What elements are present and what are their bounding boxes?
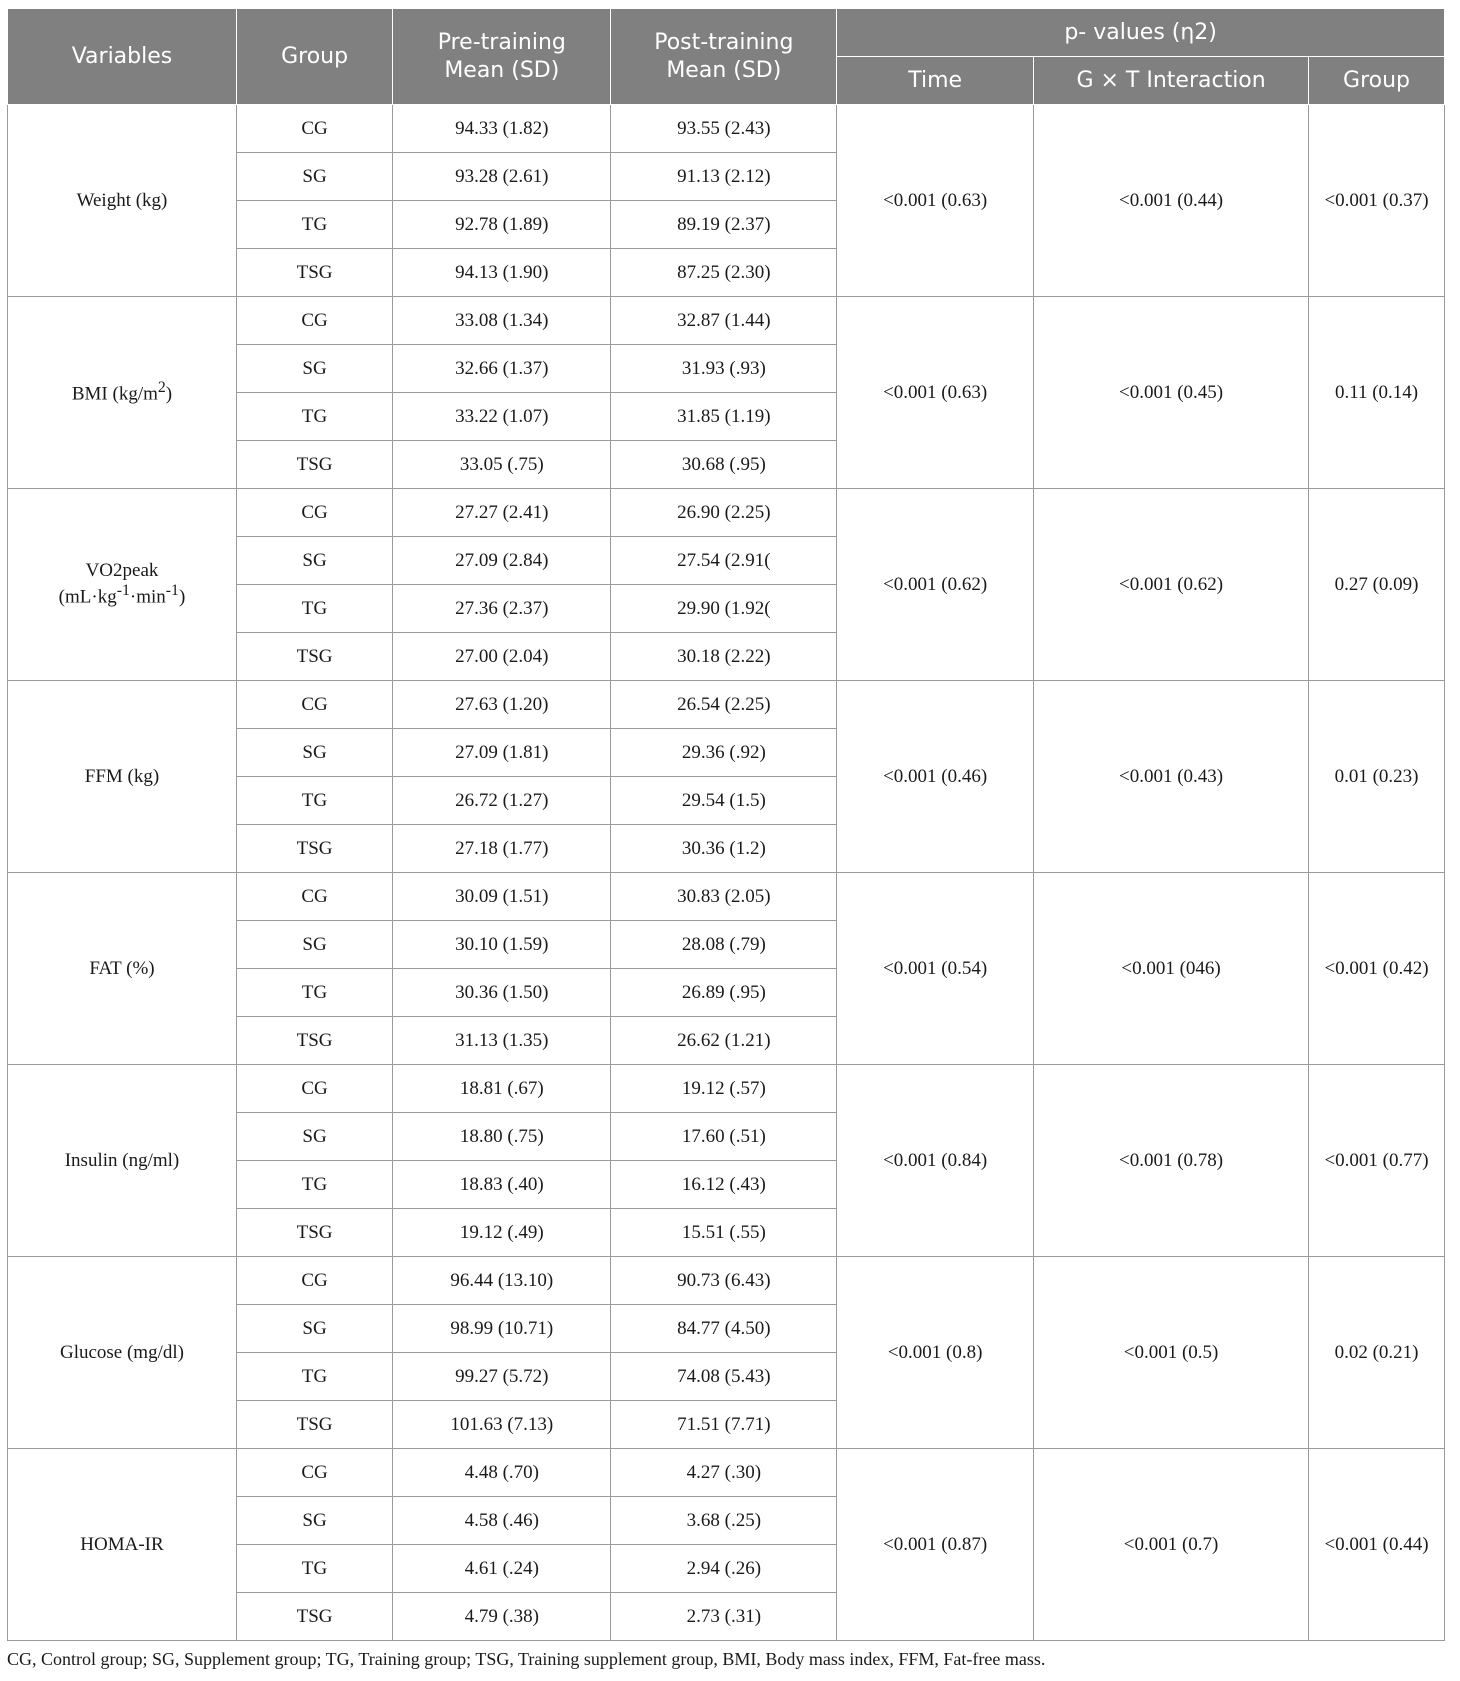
interaction-pvalue: <0.001 (0.45) xyxy=(1034,297,1309,489)
header-group-effect: Group xyxy=(1309,57,1445,105)
interaction-pvalue: <0.001 (0.43) xyxy=(1034,681,1309,873)
time-pvalue: <0.001 (0.87) xyxy=(837,1449,1034,1641)
pre-training-cell: 92.78 (1.89) xyxy=(393,201,611,249)
pre-training-cell: 30.36 (1.50) xyxy=(393,969,611,1017)
post-training-cell: 74.08 (5.43) xyxy=(611,1353,837,1401)
post-training-cell: 27.54 (2.91( xyxy=(611,537,837,585)
post-training-cell: 26.62 (1.21) xyxy=(611,1017,837,1065)
superscript: -1 xyxy=(116,582,130,600)
post-training-cell: 28.08 (.79) xyxy=(611,921,837,969)
post-training-cell: 26.54 (2.25) xyxy=(611,681,837,729)
pre-training-cell: 27.27 (2.41) xyxy=(393,489,611,537)
table-row xyxy=(8,1257,1445,1305)
post-training-cell: 30.83 (2.05) xyxy=(611,873,837,921)
post-training-cell: 32.87 (1.44) xyxy=(611,297,837,345)
variable-name-text: Weight (kg) xyxy=(76,189,168,211)
time-pvalue: <0.001 (0.54) xyxy=(837,873,1034,1065)
table-row xyxy=(8,1065,1445,1113)
group-pvalue: 0.01 (0.23) xyxy=(1309,681,1445,873)
group-cell: TSG xyxy=(236,249,392,297)
group-pvalue: <0.001 (0.37) xyxy=(1309,105,1445,297)
pre-training-cell: 19.12 (.49) xyxy=(393,1209,611,1257)
variable-name xyxy=(8,1257,237,1449)
post-training-cell: 30.18 (2.22) xyxy=(611,633,837,681)
group-cell: TG xyxy=(236,777,392,825)
pre-training-cell: 18.81 (.67) xyxy=(393,1065,611,1113)
variable-name-text: BMI (kg/m xyxy=(71,383,158,405)
table-row xyxy=(8,105,1445,153)
header-variables: Variables xyxy=(8,9,237,105)
interaction-pvalue: <0.001 (0.62) xyxy=(1034,489,1309,681)
header-post-line1: Post-training xyxy=(654,29,794,55)
table-footnote: CG, Control group; SG, Supplement group; TG, Training group; TSG, Training supplement group, BMI, Body mass index, FFM, Fat-free mass. xyxy=(7,1649,1046,1669)
time-pvalue: <0.001 (0.63) xyxy=(837,297,1034,489)
group-cell: TSG xyxy=(236,1401,392,1449)
variable-name xyxy=(8,297,237,489)
pre-training-cell: 18.83 (.40) xyxy=(393,1161,611,1209)
table-row xyxy=(8,873,1445,921)
variable-name xyxy=(8,681,237,873)
post-training-cell: 29.54 (1.5) xyxy=(611,777,837,825)
group-cell: TG xyxy=(236,201,392,249)
pre-training-cell: 93.28 (2.61) xyxy=(393,153,611,201)
interaction-pvalue: <0.001 (0.5) xyxy=(1034,1257,1309,1449)
post-training-cell: 84.77 (4.50) xyxy=(611,1305,837,1353)
group-pvalue: 0.02 (0.21) xyxy=(1309,1257,1445,1449)
time-pvalue: <0.001 (0.63) xyxy=(837,105,1034,297)
pre-training-cell: 98.99 (10.71) xyxy=(393,1305,611,1353)
pre-training-cell: 27.36 (2.37) xyxy=(393,585,611,633)
pre-training-cell: 33.05 (.75) xyxy=(393,441,611,489)
post-training-cell: 26.89 (.95) xyxy=(611,969,837,1017)
pre-training-cell: 30.10 (1.59) xyxy=(393,921,611,969)
group-cell: TSG xyxy=(236,441,392,489)
header-time: Time xyxy=(837,57,1034,105)
group-pvalue: <0.001 (0.44) xyxy=(1309,1449,1445,1641)
pre-training-cell: 4.61 (.24) xyxy=(393,1545,611,1593)
pre-training-cell: 94.13 (1.90) xyxy=(393,249,611,297)
pre-training-cell: 99.27 (5.72) xyxy=(393,1353,611,1401)
header-pre-training xyxy=(393,9,611,105)
post-training-cell: 31.93 (.93) xyxy=(611,345,837,393)
header-interaction: G × T Interaction xyxy=(1034,57,1309,105)
interaction-pvalue: <0.001 (046) xyxy=(1034,873,1309,1065)
post-training-cell: 29.90 (1.92( xyxy=(611,585,837,633)
group-cell: TSG xyxy=(236,633,392,681)
pre-training-cell: 33.08 (1.34) xyxy=(393,297,611,345)
post-training-cell: 87.25 (2.30) xyxy=(611,249,837,297)
pre-training-cell: 27.18 (1.77) xyxy=(393,825,611,873)
variable-unit-text: ·min xyxy=(129,586,166,608)
post-training-cell: 26.90 (2.25) xyxy=(611,489,837,537)
pre-training-cell: 27.09 (2.84) xyxy=(393,537,611,585)
group-cell: SG xyxy=(236,921,392,969)
pre-training-cell: 94.33 (1.82) xyxy=(393,105,611,153)
group-cell: SG xyxy=(236,345,392,393)
header-group: Group xyxy=(236,9,392,105)
pre-training-cell: 27.00 (2.04) xyxy=(393,633,611,681)
pre-training-cell: 4.48 (.70) xyxy=(393,1449,611,1497)
pre-training-cell: 30.09 (1.51) xyxy=(393,873,611,921)
group-cell: CG xyxy=(236,681,392,729)
group-cell: TG xyxy=(236,393,392,441)
table-body xyxy=(8,105,1445,1641)
post-training-cell: 16.12 (.43) xyxy=(611,1161,837,1209)
post-training-cell: 17.60 (.51) xyxy=(611,1113,837,1161)
time-pvalue: <0.001 (0.8) xyxy=(837,1257,1034,1449)
superscript: -1 xyxy=(165,582,179,600)
table-row xyxy=(8,297,1445,345)
post-training-cell: 71.51 (7.71) xyxy=(611,1401,837,1449)
post-training-cell: 89.19 (2.37) xyxy=(611,201,837,249)
pre-training-cell: 26.72 (1.27) xyxy=(393,777,611,825)
variable-name-text: FAT (%) xyxy=(89,957,155,979)
post-training-cell: 30.68 (.95) xyxy=(611,441,837,489)
group-cell: CG xyxy=(236,489,392,537)
group-cell: TG xyxy=(236,969,392,1017)
time-pvalue: <0.001 (0.62) xyxy=(837,489,1034,681)
header-post-training xyxy=(611,9,837,105)
post-training-cell: 31.85 (1.19) xyxy=(611,393,837,441)
table-header xyxy=(8,9,1445,105)
variable-unit-text: ) xyxy=(178,586,186,608)
pre-training-cell: 18.80 (.75) xyxy=(393,1113,611,1161)
pre-training-cell: 32.66 (1.37) xyxy=(393,345,611,393)
group-cell: TSG xyxy=(236,1209,392,1257)
pre-training-cell: 4.79 (.38) xyxy=(393,1593,611,1641)
pre-training-cell: 33.22 (1.07) xyxy=(393,393,611,441)
pre-training-cell: 31.13 (1.35) xyxy=(393,1017,611,1065)
post-training-cell: 93.55 (2.43) xyxy=(611,105,837,153)
post-training-cell: 3.68 (.25) xyxy=(611,1497,837,1545)
pre-training-cell: 4.58 (.46) xyxy=(393,1497,611,1545)
variable-name xyxy=(8,1065,237,1257)
header-pre-line2: Mean (SD) xyxy=(444,57,560,83)
group-cell: TSG xyxy=(236,1017,392,1065)
group-cell: TG xyxy=(236,1161,392,1209)
group-cell: CG xyxy=(236,105,392,153)
post-training-cell: 19.12 (.57) xyxy=(611,1065,837,1113)
post-training-cell: 2.73 (.31) xyxy=(611,1593,837,1641)
group-cell: SG xyxy=(236,153,392,201)
group-cell: TSG xyxy=(236,825,392,873)
interaction-pvalue: <0.001 (0.44) xyxy=(1034,105,1309,297)
post-training-cell: 91.13 (2.12) xyxy=(611,153,837,201)
variable-name xyxy=(8,1449,237,1641)
variable-name-text: ) xyxy=(165,383,173,405)
table-row xyxy=(8,489,1445,537)
group-cell: CG xyxy=(236,1449,392,1497)
group-cell: SG xyxy=(236,1497,392,1545)
group-cell: SG xyxy=(236,729,392,777)
group-cell: CG xyxy=(236,1257,392,1305)
post-training-cell: 30.36 (1.2) xyxy=(611,825,837,873)
group-cell: TSG xyxy=(236,1593,392,1641)
variable-name-text: HOMA-IR xyxy=(80,1533,164,1555)
variable-name xyxy=(8,873,237,1065)
interaction-pvalue: <0.001 (0.78) xyxy=(1034,1065,1309,1257)
group-pvalue: 0.27 (0.09) xyxy=(1309,489,1445,681)
pre-training-cell: 27.09 (1.81) xyxy=(393,729,611,777)
post-training-cell: 15.51 (.55) xyxy=(611,1209,837,1257)
group-cell: TG xyxy=(236,1545,392,1593)
variable-name-text: VO2peak xyxy=(85,560,159,582)
group-cell: CG xyxy=(236,1065,392,1113)
time-pvalue: <0.001 (0.84) xyxy=(837,1065,1034,1257)
pre-training-cell: 101.63 (7.13) xyxy=(393,1401,611,1449)
pre-training-cell: 27.63 (1.20) xyxy=(393,681,611,729)
header-pvalues: p- values (η2) xyxy=(837,9,1445,57)
variable-name xyxy=(8,105,237,297)
time-pvalue: <0.001 (0.46) xyxy=(837,681,1034,873)
post-training-cell: 29.36 (.92) xyxy=(611,729,837,777)
variable-name-text: Glucose (mg/dl) xyxy=(59,1341,184,1363)
variable-name xyxy=(8,489,237,681)
group-cell: CG xyxy=(236,297,392,345)
variable-name-text: FFM (kg) xyxy=(84,765,160,787)
table-row xyxy=(8,681,1445,729)
results-table xyxy=(7,8,1445,1641)
group-pvalue: <0.001 (0.77) xyxy=(1309,1065,1445,1257)
post-training-cell: 4.27 (.30) xyxy=(611,1449,837,1497)
superscript: 2 xyxy=(157,379,166,397)
table-row xyxy=(8,1449,1445,1497)
group-cell: CG xyxy=(236,873,392,921)
group-cell: TG xyxy=(236,1353,392,1401)
group-cell: TG xyxy=(236,585,392,633)
group-cell: SG xyxy=(236,1305,392,1353)
pre-training-cell: 96.44 (13.10) xyxy=(393,1257,611,1305)
group-cell: SG xyxy=(236,537,392,585)
variable-name-text: Insulin (ng/ml) xyxy=(64,1149,180,1171)
variable-unit-text: (mL·kg xyxy=(58,586,117,608)
interaction-pvalue: <0.001 (0.7) xyxy=(1034,1449,1309,1641)
header-pre-line1: Pre-training xyxy=(437,29,566,55)
post-training-cell: 2.94 (.26) xyxy=(611,1545,837,1593)
header-post-line2: Mean (SD) xyxy=(666,57,782,83)
group-cell: SG xyxy=(236,1113,392,1161)
group-pvalue: 0.11 (0.14) xyxy=(1309,297,1445,489)
post-training-cell: 90.73 (6.43) xyxy=(611,1257,837,1305)
group-pvalue: <0.001 (0.42) xyxy=(1309,873,1445,1065)
